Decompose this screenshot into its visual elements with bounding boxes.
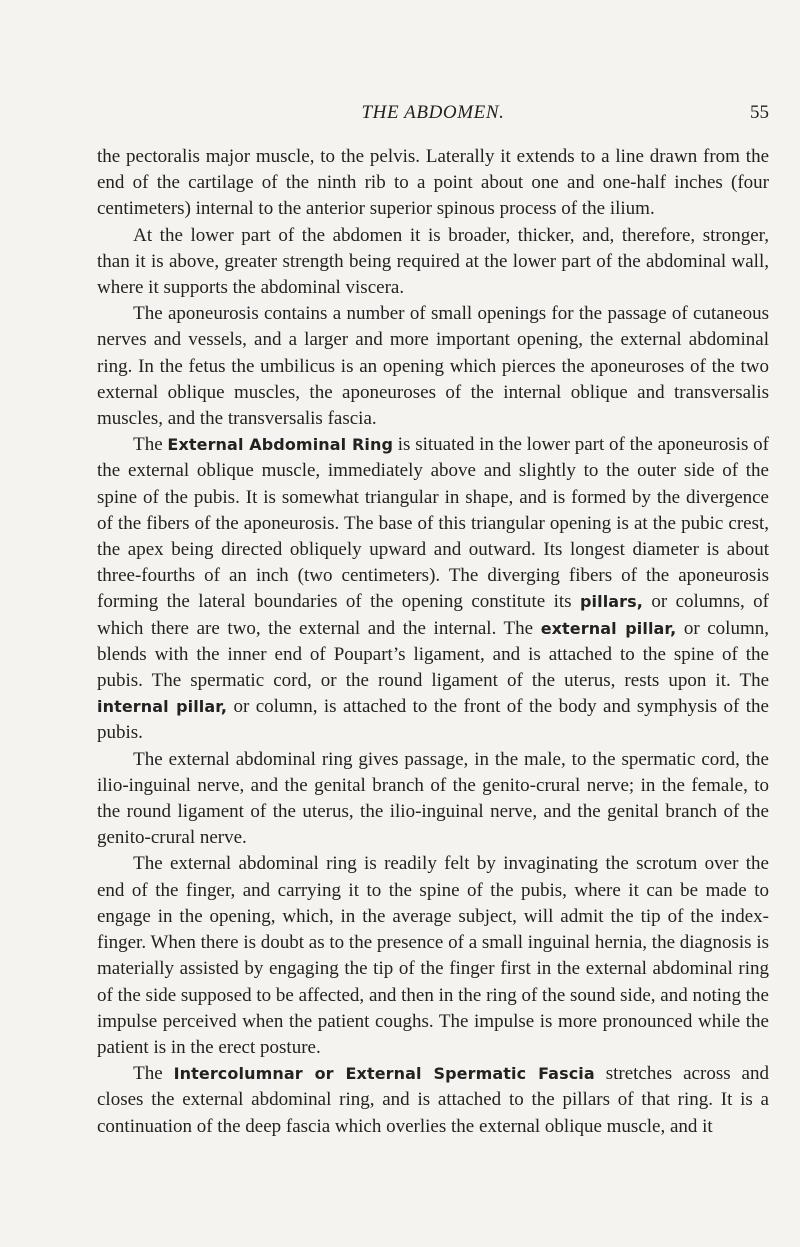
term-external-abdominal-ring: External Abdominal Ring (167, 435, 393, 455)
paragraph-5: The external abdominal ring gives passage, in the male, to the spermatic cord, the ilio-inguinal nerve, and the genital branch of the genito-crural nerve; in the female, to the round ligament of the uterus, the ilio-inguinal nerve, and the genital branch of the genito-crural nerve. (97, 748, 769, 849)
paragraph-6: The external abdominal ring is readily felt by invaginating the scrotum over the end of the finger, and carrying it to the spine of the pubis, where it can be made to engage in the opening, which, in the average subject, will admit the tip of the index-finger. When there is doubt as to the presence of a small inguinal hernia, the diagnosis is materially assisted by engaging the tip of the finger first in the external abdominal ring of the side supposed to be affected, and then in the ring of the sound side, and noting the impulse perceived when the patient coughs. The impulse is more pronounced while the patient is in the erect posture. (97, 853, 769, 1058)
paragraph-3: The aponeurosis contains a number of small openings for the passage of cutaneous nerves and vessels, and a larger and more important opening, the external abdominal ring. In the fetus the umbilicus is an opening which pierces the aponeuroses of the two external oblique muscles, the aponeuroses of the internal oblique and transversalis muscles, and the transversalis fascia. (97, 303, 769, 430)
paragraph-4-text-1: is situated in the lower part of the aponeurosis of the external oblique muscle, immediately above and slightly to the outer side of the spine of the pubis. It is somewhat triangular in shape, and is formed by the divergence of the fibers of the aponeurosis. The base of this triangular opening is at the pubic crest, the apex being directed obliquely upward and outward. Its longest diameter is about three-fourths of an inch (two centimeters). The diverging fibers of the aponeurosis forming the lateral boundaries of the opening constitute its (97, 434, 769, 613)
paragraph-7-text-1: stretches across and closes the external abdominal ring, and is attached to the pillars of that ring. It is a continuation of the deep fascia which overlies the external oblique muscle, and it (97, 1063, 769, 1137)
term-pillars: pillars, (579, 592, 643, 612)
paragraph-2: At the lower part of the abdomen it is broader, thicker, and, therefore, stronger, than it is above, greater strength being required at the lower part of the abdominal wall, where it supports the abdominal viscera. (97, 224, 769, 299)
page-number: 55 (750, 102, 769, 123)
running-title: THE ABDOMEN. (361, 102, 505, 123)
paragraph-4-text-3: or column, blends with the inner end of Poupart’s ligament, and is attached to the spine of the pubis. The spermatic cord, or the round ligament of the uterus, rests upon it. The (97, 617, 769, 692)
running-head (97, 102, 769, 132)
body-text (97, 144, 769, 1140)
term-internal-pillar: internal pillar, (97, 697, 228, 717)
paragraph-1: the pectoralis major muscle, to the pelvis. Laterally it extends to a line drawn from the end of the cartilage of the ninth rib to a point about one and one-half inches (four centimeters) internal to the anterior superior spinous process of the ilium. (97, 146, 769, 220)
paragraph-4 (97, 432, 769, 746)
paragraph-7 (97, 1061, 769, 1140)
paragraph-4-text-4: or column, is attached to the front of the body and symphysis of the pubis. (97, 696, 769, 744)
paragraph-7-lead: The (133, 1063, 174, 1085)
term-external-pillar: external pillar, (540, 618, 677, 638)
paragraph-4-lead: The (133, 434, 168, 456)
paragraph-4-text-2: or columns, of which there are two, the external and the internal. The (97, 591, 769, 639)
term-intercolumnar-fascia: Intercolumnar or External Spermatic Fascia (173, 1064, 595, 1084)
